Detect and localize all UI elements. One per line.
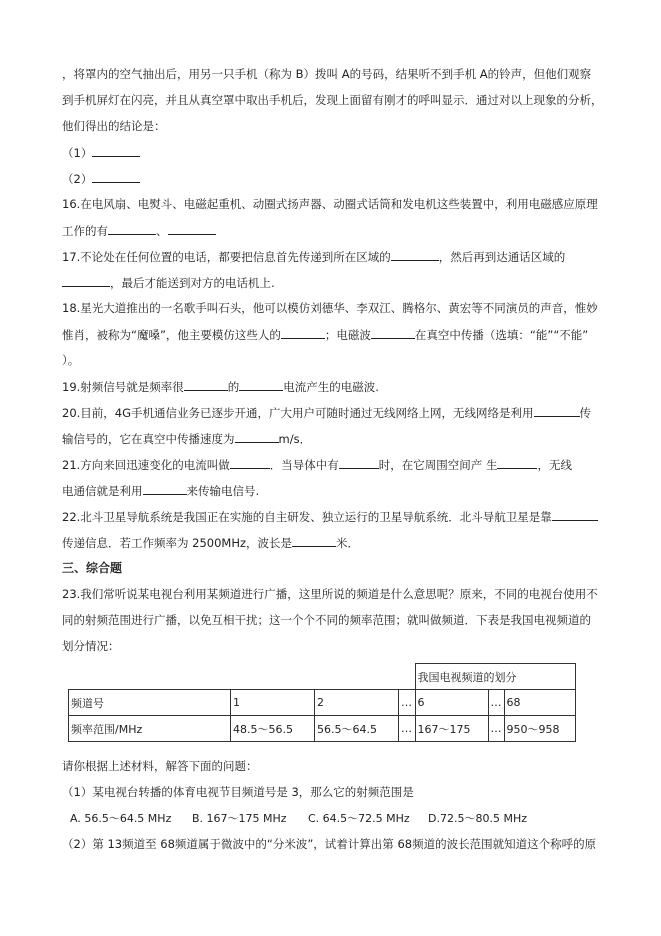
q20-line-1	[62, 404, 591, 421]
q21-text: 21.方向来回迅速变化的电流叫做	[62, 458, 230, 472]
q19-text: 电流产生的电磁波.	[283, 380, 379, 394]
table-title-row	[69, 664, 576, 690]
q21-text: 时，在它周围空间产 生	[378, 458, 498, 472]
table-cell: …	[488, 690, 504, 716]
q20-text: m/s．	[278, 432, 312, 446]
table-row	[69, 690, 576, 716]
section-heading: 三、综合题	[62, 561, 123, 575]
q23-sub-1: （1）某电视台转播的体育电视节目频道号是 3，那么它的射频范围是	[62, 785, 414, 799]
q17-text: ，最后才能送到对方的电话机上.	[110, 276, 275, 290]
q23-line-2: 同的射频范围进行广播，以免互相干扰；这一个个不同的频率范围；就叫做频道．下表是我国电视频道的	[62, 613, 591, 627]
q23-prompt: 请你根据上述材料，解答下面的问题：	[62, 759, 258, 773]
table-cell: 68	[504, 690, 575, 716]
intro-line-2: 到手机屏灯在闪亮，并且从真空罩中取出手机后，发现上面留有刚才的呼叫显示．通过对以上现象的分析，	[62, 93, 603, 107]
q18-line-2	[62, 326, 588, 343]
table-row	[69, 716, 576, 742]
intro-line-3: 他们得出的结论是：	[62, 119, 166, 133]
q17-line-2	[62, 274, 275, 291]
table-cell: 950～958	[504, 716, 575, 742]
answer-blank[interactable]	[371, 326, 415, 339]
q16-line-1: 16.在电风扇、电熨斗、电磁起重机、动圈式扬声器、动圈式话筒和发电机这些装置中，利用电磁感应原理	[62, 197, 598, 211]
answer-blank[interactable]	[108, 222, 156, 235]
q23-line-1: 23.我们常听说某电视台利用某频道进行广播，这里所说的频道是什么意思呢？原来，不同的电视台使用不	[62, 587, 598, 601]
answer-blank[interactable]	[92, 170, 140, 183]
option-a[interactable]: A. 56.5～64.5 MHz	[70, 812, 172, 825]
q22-text: 传递信息．若工作频率为 2500MHz，波长是	[62, 536, 293, 550]
separator: 、	[156, 224, 168, 238]
q23-line-3: 划分情况：	[62, 639, 120, 653]
q23-sub-2: （2）第 13频道至 68频道属于微波中的“分米波”，试着计算出第 68频道的波长范围就知道这个称呼的原	[62, 837, 597, 851]
q21-line-1	[62, 456, 572, 473]
q19-text: 19.射频信号就是频率很	[62, 380, 184, 394]
q17-text: ，然后再到达通话区域的	[438, 250, 566, 264]
q16-text: 工作的有	[62, 224, 108, 238]
table-cell: 6	[415, 690, 488, 716]
q19-text: 的	[227, 380, 240, 394]
answer-blank[interactable]	[62, 274, 110, 287]
tv-channel-table	[68, 663, 576, 742]
answer-blank[interactable]	[534, 404, 580, 417]
q21-text: 电通信就是利用	[62, 484, 143, 498]
q17-line-1	[62, 248, 565, 265]
q20-text: 输信号的，它在真空中传播速度为	[62, 432, 235, 446]
answer-blank[interactable]	[391, 248, 439, 261]
q20-text: 传	[579, 406, 592, 420]
q21-text: ．当导体中有	[269, 458, 339, 472]
q22-line-2	[62, 534, 359, 551]
q21-text: 来传输电信号.	[186, 484, 260, 498]
q16-line-2	[62, 222, 216, 239]
q18-line-1: 18.星光大道推出的一名歌手叫石头，他可以模仿刘德华、李双江、腾格尔、黄宏等不同演员的声音，惟妙	[62, 301, 598, 315]
q18-text: 在真空中传播（选填：“能”“不能”	[414, 328, 589, 342]
table-cell: 48.5～56.5	[231, 716, 315, 742]
q22-text: 米．	[336, 536, 360, 550]
q20-line-2	[62, 430, 311, 447]
option-b[interactable]: B. 167～175 MHz	[192, 812, 287, 825]
answer-blank[interactable]	[339, 456, 379, 469]
answer-blank[interactable]	[235, 430, 279, 443]
q17-text: 17.不论处在任何位置的电话，都要把信息首先传递到所在区域的	[62, 250, 391, 264]
q18-text: ；电磁波	[324, 328, 371, 342]
table-cell: 167～175	[415, 716, 488, 742]
option-c[interactable]: C. 64.5～72.5 MHz	[308, 812, 410, 825]
intro-line-1: ，将罩内的空气抽出后，用另一只手机（称为 B）拨叫 A的号码，结果听不到手机 A的铃声，但他们观察	[62, 67, 592, 81]
table-cell: 56.5～64.5	[315, 716, 399, 742]
answer-blank[interactable]	[184, 378, 228, 391]
q18-text: 惟肖，被称为“魔嗓”，他主要模仿这些人的	[62, 328, 281, 342]
answer-blank[interactable]	[292, 534, 336, 547]
sub-label: （2）	[62, 172, 93, 186]
answer-blank[interactable]	[168, 222, 216, 235]
answer-blank[interactable]	[230, 456, 270, 469]
table-title: 我国电视频道的划分	[415, 664, 575, 690]
table-cell: 频道号	[69, 690, 231, 716]
q20-text: 20.目前，4G手机通信业务已逐步开通，广大用户可随时通过无线网络上网，无线网络是利用	[62, 406, 534, 420]
table-cell: …	[488, 716, 504, 742]
q18-line-3: ）。	[62, 353, 80, 367]
option-d[interactable]: D.72.5～80.5 MHz	[428, 812, 527, 825]
answer-blank[interactable]	[92, 144, 140, 157]
table-cell: …	[399, 716, 416, 742]
table-cell: 频率范围/MHz	[69, 716, 231, 742]
table-cell: …	[399, 690, 416, 716]
answer-blank[interactable]	[143, 482, 187, 495]
q21-text: ，无线	[537, 458, 572, 472]
answer-blank[interactable]	[281, 326, 325, 339]
intro-sub-2	[62, 170, 140, 187]
q22-text: 22.北斗卫星导航系统是我国正在实施的自主研发、独立运行的卫星导航系统．北斗导航卫星是靠	[62, 510, 552, 524]
intro-sub-1	[62, 144, 140, 161]
table-cell: 2	[315, 690, 399, 716]
q21-line-2	[62, 482, 259, 499]
answer-blank[interactable]	[552, 508, 598, 521]
sub-label: （1）	[62, 146, 93, 160]
q19-line	[62, 378, 379, 395]
answer-blank[interactable]	[239, 378, 283, 391]
q22-line-1	[62, 508, 598, 525]
answer-blank[interactable]	[497, 456, 537, 469]
table-cell: 1	[231, 690, 315, 716]
